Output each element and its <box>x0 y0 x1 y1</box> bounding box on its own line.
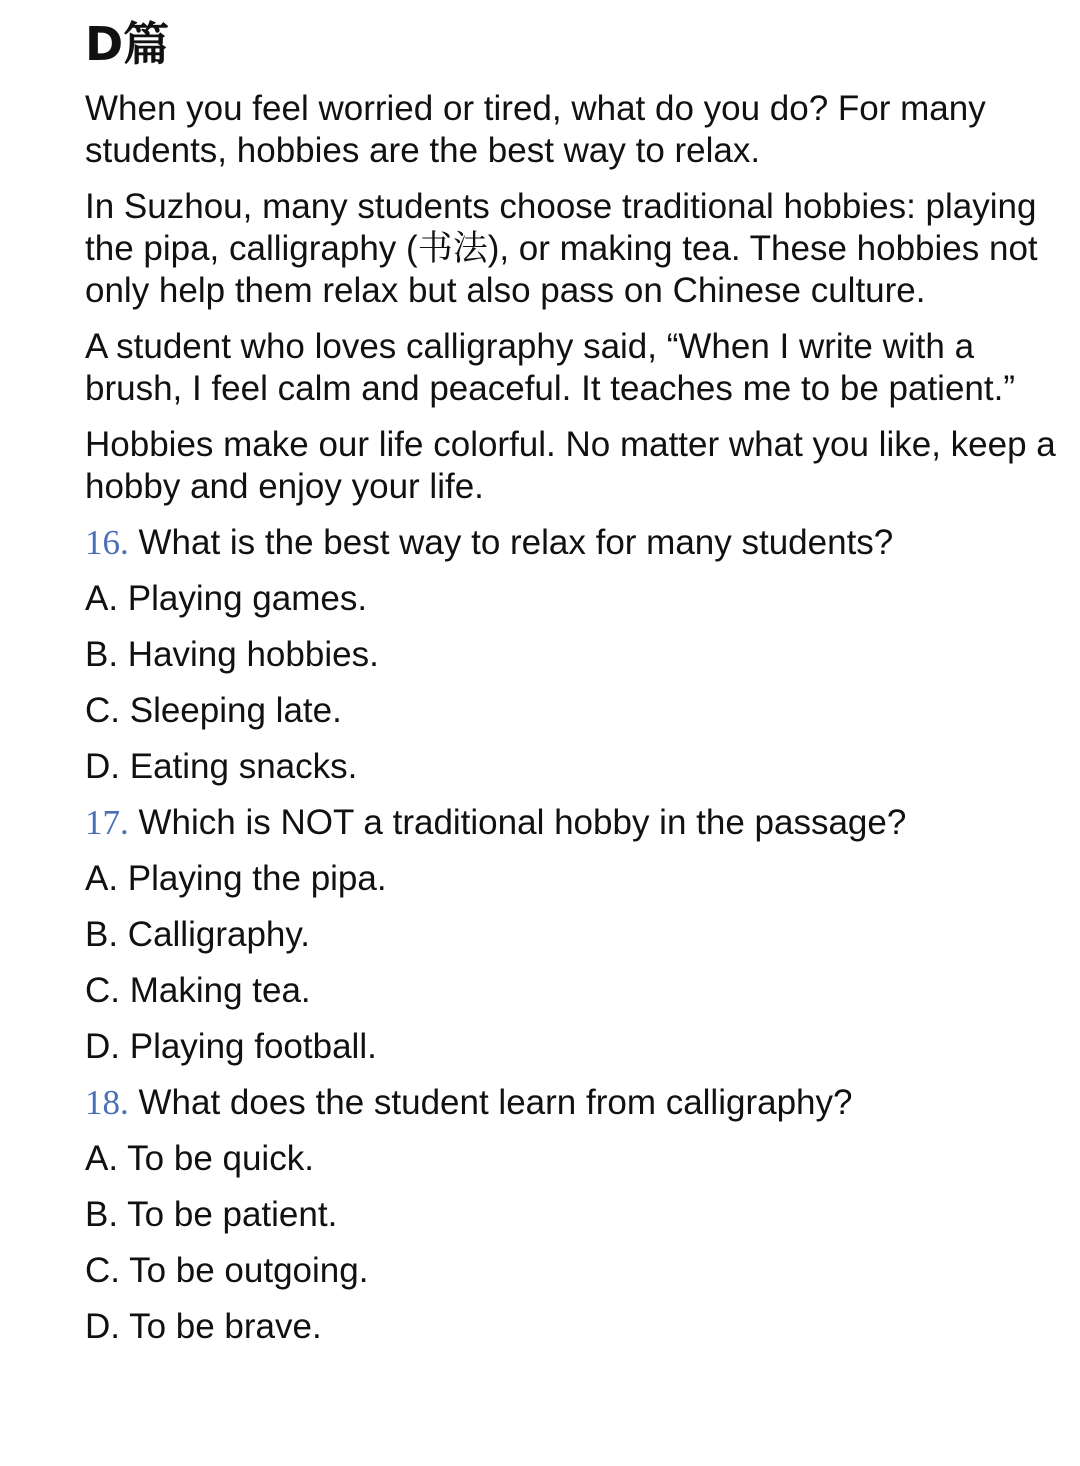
answer-option-d: D. Eating snacks. <box>85 747 358 786</box>
answer-option-a: A. To be quick. <box>85 1139 314 1178</box>
passage-paragraph: Hobbies make our life colorful. No matter what you like, keep a hobby and enjoy your life. <box>85 425 1056 506</box>
question-text: What does the student learn from calligraphy? <box>128 1083 853 1122</box>
answer-option-c: C. To be outgoing. <box>85 1251 369 1290</box>
answer-option-a: A. Playing games. <box>85 579 368 618</box>
section-title: D篇 <box>85 17 170 71</box>
question-stem <box>85 802 1060 844</box>
question-stem <box>85 522 1060 564</box>
question-text: Which is NOT a traditional hobby in the passage? <box>128 803 907 842</box>
question-number: 16. <box>85 523 129 562</box>
answer-option-b: B. To be patient. <box>85 1195 338 1234</box>
question-17 <box>85 802 1060 1068</box>
passage <box>85 88 1060 508</box>
question-18 <box>85 1082 1060 1348</box>
question-number: 18. <box>85 1083 129 1122</box>
question-text: What is the best way to relax for many students? <box>128 523 894 562</box>
answer-option-c: C. Making tea. <box>85 971 311 1010</box>
passage-paragraph: When you feel worried or tired, what do you do? For many students, hobbies are the best way to relax. <box>85 89 986 170</box>
answer-option-d: D. To be brave. <box>85 1307 322 1346</box>
reading-section <box>85 14 1060 1362</box>
question-number: 17. <box>85 803 129 842</box>
answer-option-d: D. Playing football. <box>85 1027 377 1066</box>
passage-paragraph: A student who loves calligraphy said, “When I write with a brush, I feel calm and peaceful. It teaches me to be patient.” <box>85 327 1015 408</box>
answer-option-b: B. Having hobbies. <box>85 635 379 674</box>
passage-paragraph: In Suzhou, many students choose traditional hobbies: playing the pipa, calligraphy (书法), or making tea. These hobbies not only help them relax but also pass on Chinese culture. <box>85 187 1038 310</box>
answer-option-b: B. Calligraphy. <box>85 915 311 954</box>
question-16 <box>85 522 1060 788</box>
question-stem <box>85 1082 1060 1124</box>
answer-option-c: C. Sleeping late. <box>85 691 342 730</box>
answer-option-a: A. Playing the pipa. <box>85 859 387 898</box>
